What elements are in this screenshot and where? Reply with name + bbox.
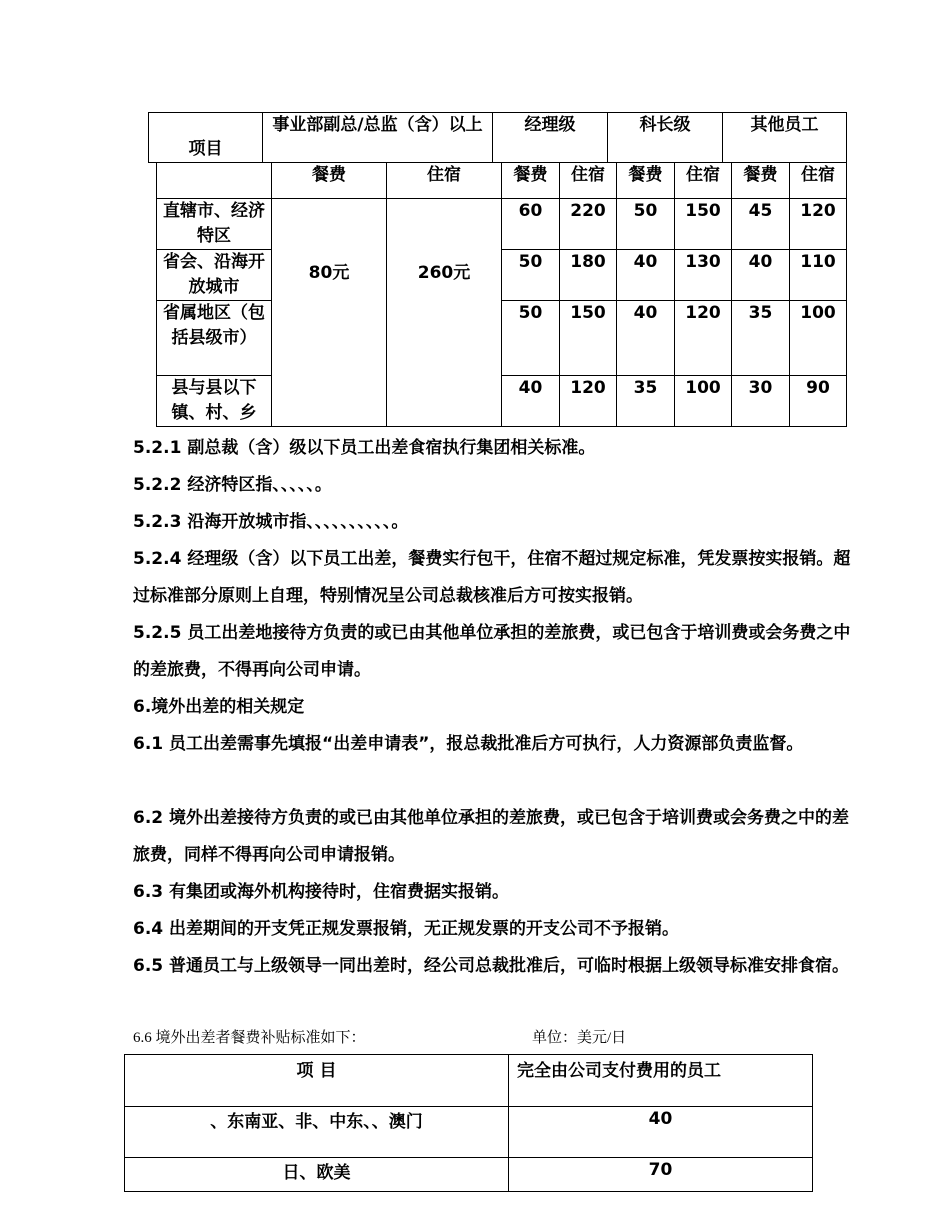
clause-6-3: 6.3 有集团或海外机构接待时，住宿费据实报销。 (133, 882, 510, 902)
clause-6-2: 6.2 境外出差接待方负责的或已由其他单位承担的差旅费，或已包含于培训费或会务费之中的差旅费，同样不得再向公司申请报销。 (133, 808, 850, 865)
header-section-chief: 科长级 (608, 113, 723, 163)
table-row (157, 376, 847, 427)
clause-5-2-4: 5.2.4 经理级（含）以下员工出差，餐费实行包干，住宿不超过规定标准，凭发票按实报销。超过标准部分原则上自理，特别情况呈公司总裁核准后方可按实报销。 (133, 549, 851, 606)
standards-table-header (148, 112, 847, 163)
value-cell: 50 (502, 301, 560, 376)
sub-header-cell: 住宿 (675, 163, 732, 199)
region-cell: 直辖市、经济特区 (157, 199, 272, 250)
overseas-header-item: 项 目 (125, 1055, 509, 1107)
region-cell: 县与县以下镇、村、乡 (157, 376, 272, 427)
sub-header-cell: 餐费 (617, 163, 675, 199)
table-row (125, 1107, 813, 1158)
vp-lodging-cell: 260元 (387, 199, 502, 427)
region-cell: 省属地区（包括县级市） (157, 301, 272, 376)
value-cell: 120 (790, 199, 847, 250)
value-cell: 150 (560, 301, 617, 376)
value-cell: 40 (617, 301, 675, 376)
value-cell: 60 (502, 199, 560, 250)
table-row (125, 1158, 813, 1192)
value-cell: 110 (790, 250, 847, 301)
table-row (157, 199, 847, 250)
clause-6-1: 6.1 员工出差需事先填报“出差申请表”，报总裁批准后方可执行，人力资源部负责监督。 (133, 734, 804, 754)
header-other-staff: 其他员工 (723, 113, 847, 163)
value-cell: 30 (732, 376, 790, 427)
section-6-heading: 6.境外出差的相关规定 (133, 697, 305, 717)
value-cell: 150 (675, 199, 732, 250)
value-cell: 50 (617, 199, 675, 250)
value-cell: 120 (560, 376, 617, 427)
value-cell: 40 (732, 250, 790, 301)
value-cell: 180 (560, 250, 617, 301)
overseas-unit: 单位：美元/日 (532, 1030, 627, 1046)
header-item: 项目 (149, 113, 263, 163)
clause-5-2-5: 5.2.5 员工出差地接待方负责的或已由其他单位承担的差旅费，或已包含于培训费或会务费之中的差旅费，不得再向公司申请。 (133, 623, 851, 680)
overseas-region-cell: 日、欧美 (125, 1158, 509, 1192)
sub-header-cell: 餐费 (272, 163, 387, 199)
clause-6-4: 6.4 出差期间的开支凭正规发票报销，无正规发票的开支公司不予报销。 (133, 919, 680, 939)
overseas-header-full-paid: 完全由公司支付费用的员工 (509, 1055, 813, 1107)
overseas-value-cell: 40 (509, 1107, 813, 1158)
value-cell: 40 (617, 250, 675, 301)
value-cell: 35 (617, 376, 675, 427)
value-cell: 120 (675, 301, 732, 376)
value-cell: 220 (560, 199, 617, 250)
vp-meal-cell: 80元 (272, 199, 387, 427)
table-row (125, 1055, 813, 1107)
value-cell: 45 (732, 199, 790, 250)
overseas-region-cell: 、东南亚、非、中东、、澳门 (125, 1107, 509, 1158)
value-cell: 50 (502, 250, 560, 301)
clause-6-5: 6.5 普通员工与上级领导一同出差时，经公司总裁批准后，可临时根据上级领导标准安排食宿。 (133, 956, 850, 976)
overseas-table (124, 1054, 813, 1192)
value-cell: 40 (502, 376, 560, 427)
header-vp: 事业部副总/总监（含）以上 (263, 113, 493, 163)
value-cell: 35 (732, 301, 790, 376)
value-cell: 90 (790, 376, 847, 427)
value-cell: 100 (675, 376, 732, 427)
standards-table (156, 162, 847, 427)
clause-5-2-3: 5.2.3 沿海开放城市指、、、、、、、、、、。 (133, 512, 409, 532)
value-cell: 130 (675, 250, 732, 301)
clause-5-2-2: 5.2.2 经济特区指、、、、、。 (133, 475, 332, 495)
overseas-value-cell: 70 (509, 1158, 813, 1192)
table-row (157, 301, 847, 376)
sub-header-cell: 住宿 (387, 163, 502, 199)
clause-5-2-1: 5.2.1 副总裁（含）级以下员工出差食宿执行集团相关标准。 (133, 438, 596, 458)
sub-header-cell: 住宿 (790, 163, 847, 199)
header-manager: 经理级 (493, 113, 608, 163)
sub-header-cell: 餐费 (502, 163, 560, 199)
sub-header-cell: 住宿 (560, 163, 617, 199)
overseas-caption: 6.6 境外出差者餐费补贴标准如下： (133, 1030, 366, 1046)
region-cell: 省会、沿海开放城市 (157, 250, 272, 301)
value-cell: 100 (790, 301, 847, 376)
table-row (157, 250, 847, 301)
sub-header-cell: 餐费 (732, 163, 790, 199)
